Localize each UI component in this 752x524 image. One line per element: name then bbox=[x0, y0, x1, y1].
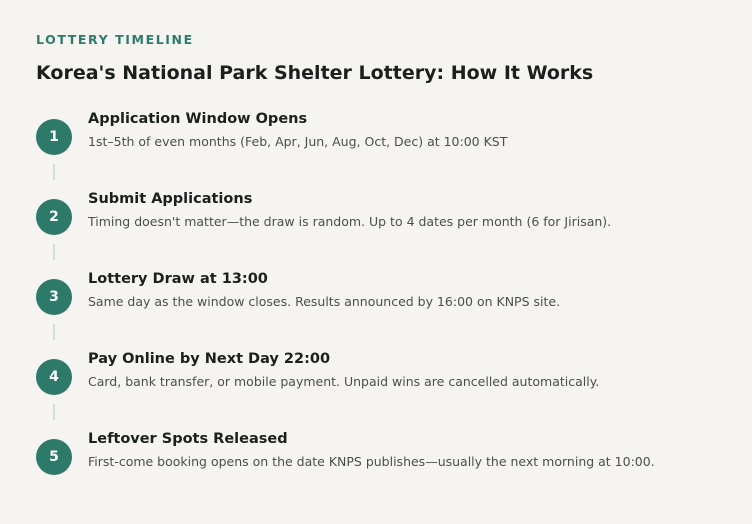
step-title: Pay Online by Next Day 22:00 bbox=[88, 351, 331, 367]
step-description: Same day as the window closes. Results announced by 16:00 on KNPS site. bbox=[88, 294, 561, 309]
timeline-step-3 bbox=[36, 268, 716, 348]
step-connector bbox=[53, 404, 55, 420]
step-title: Application Window Opens bbox=[88, 111, 308, 127]
step-description: 1st–5th of even months (Feb, Apr, Jun, Aug, Oct, Dec) at 10:00 KST bbox=[88, 134, 508, 149]
timeline-step-2 bbox=[36, 188, 716, 268]
step-connector bbox=[53, 324, 55, 340]
step-number-badge: 4 bbox=[36, 359, 72, 395]
step-number-badge: 1 bbox=[36, 119, 72, 155]
step-description: First-come booking opens on the date KNPS publishes—usually the next morning at 10:00. bbox=[88, 454, 655, 469]
eyebrow-label: LOTTERY TIMELINE bbox=[36, 32, 194, 47]
timeline-step-1 bbox=[36, 108, 716, 188]
timeline-steps bbox=[36, 108, 716, 508]
step-number-badge: 2 bbox=[36, 199, 72, 235]
step-description: Card, bank transfer, or mobile payment. Unpaid wins are cancelled automatically. bbox=[88, 374, 600, 389]
timeline-step-4 bbox=[36, 348, 716, 428]
step-number-badge: 3 bbox=[36, 279, 72, 315]
page-title: Korea's National Park Shelter Lottery: How It Works bbox=[36, 62, 594, 84]
step-connector bbox=[53, 244, 55, 260]
step-title: Lottery Draw at 13:00 bbox=[88, 271, 268, 287]
timeline-step-5 bbox=[36, 428, 716, 508]
step-description: Timing doesn't matter—the draw is random. Up to 4 dates per month (6 for Jirisan). bbox=[88, 214, 612, 229]
step-connector bbox=[53, 164, 55, 180]
step-title: Submit Applications bbox=[88, 191, 253, 207]
step-title: Leftover Spots Released bbox=[88, 431, 288, 447]
step-number-badge: 5 bbox=[36, 439, 72, 475]
